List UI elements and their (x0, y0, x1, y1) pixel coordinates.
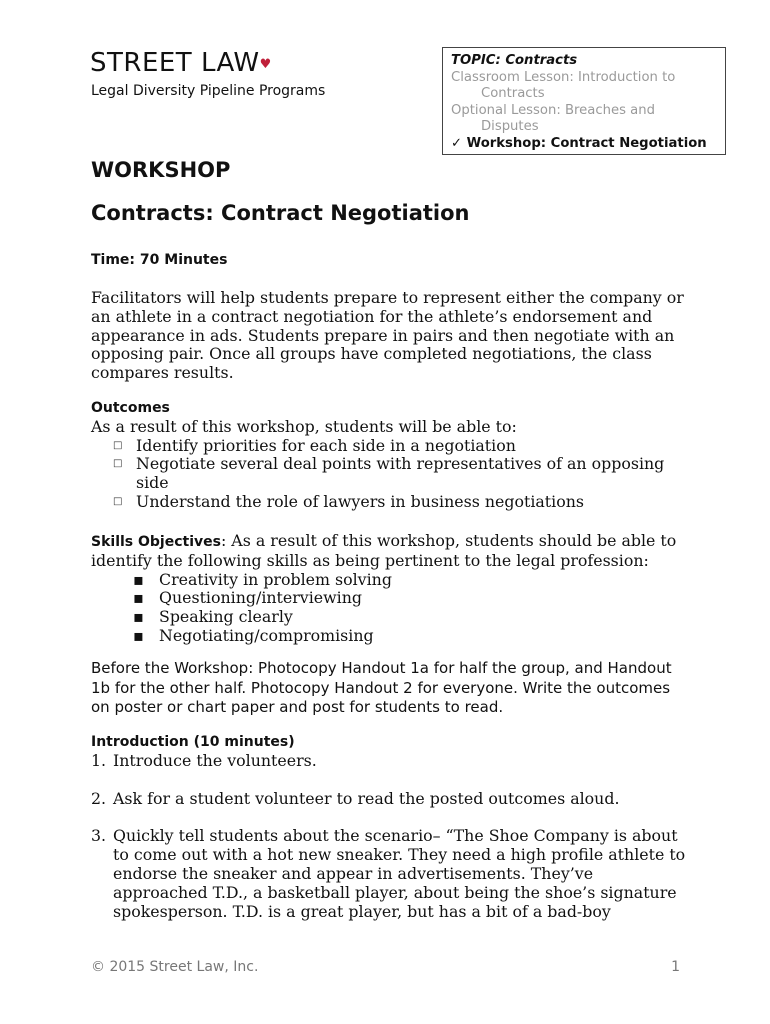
topic-item-cont: Disputes (481, 119, 539, 134)
introduction-heading: Introduction (10 minutes) (91, 734, 295, 750)
outcomes-lead: As a result of this workshop, students will be able to: (91, 416, 517, 436)
introduction-section (91, 733, 691, 940)
step-number: 1. (91, 750, 107, 770)
skills-heading: Skills Objectives (91, 534, 221, 550)
logo-text: STREET LAW (90, 48, 260, 78)
introduction-steps (91, 752, 691, 922)
list-item: ▪ Negotiating/compromising (133, 627, 691, 646)
outcomes-list (91, 437, 691, 512)
topic-item: Optional Lesson: Breaches and (451, 102, 655, 118)
step-number: 3. (91, 826, 107, 846)
skills-section (91, 532, 691, 646)
step-item (91, 827, 691, 921)
tagline: Legal Diversity Pipeline Programs (91, 83, 326, 99)
topic-current-item: ✓ Workshop: Contract Negotiation (451, 135, 707, 151)
step-text: Ask for a student volunteer to read the posted outcomes aloud. (113, 788, 620, 808)
copyright: © 2015 Street Law, Inc. (91, 959, 259, 975)
outcomes-section (91, 399, 691, 512)
page-footer (91, 959, 680, 975)
step-number: 2. (91, 788, 107, 808)
time-label: Time: 70 Minutes (91, 252, 228, 268)
intro-paragraph: Facilitators will help students prepare to represent either the company or an athlete in a contract negotiation for the athlete’s endorsement and appearance in ads. Students prepare in pairs and then negotiate with an opposing pair. Once all groups have completed negotiations, the class compares results. (91, 288, 684, 383)
topic-box (442, 47, 726, 155)
list-item: □ Negotiate several deal points with representatives of an opposing side (113, 455, 691, 493)
outcomes-heading: Outcomes (91, 400, 170, 416)
topic-heading: TOPIC: Contracts (451, 53, 578, 68)
list-item: ▪ Creativity in problem solving (133, 571, 691, 590)
heart-icon: ♥ (259, 57, 272, 72)
list-item: □ Understand the role of lawyers in business negotiations (113, 493, 691, 512)
workshop-heading: WORKSHOP (91, 158, 231, 182)
page-number: 1 (671, 959, 680, 975)
skills-list (91, 571, 691, 646)
skills-lead: : As a result of this workshop, students should be able to identify the following skills as being pertinent to the legal profession: (91, 531, 677, 570)
list-item: ▪ Questioning/interviewing (133, 589, 691, 608)
before-workshop-note: Before the Workshop: Photocopy Handout 1a for half the group, and Handout 1b for the other half. Photocopy Handout 2 for everyone. Write the outcomes on poster or chart paper and post for students to read. (91, 659, 672, 716)
page-title: Contracts: Contract Negotiation (91, 201, 470, 225)
list-item: ▪ Speaking clearly (133, 608, 691, 627)
list-item: □ Identify priorities for each side in a negotiation (113, 437, 691, 456)
step-item (91, 790, 691, 809)
step-text: Introduce the volunteers. (113, 750, 317, 770)
step-text: Quickly tell students about the scenario– “The Shoe Company is about to come out with a hot new sneaker. They need a high profile athlete to endorse the sneaker and appear in advertisements. They’ve approached T.D., a basketball player, about being the shoe’s signature spokesperson. T.D. is a great player, but has a bit of a bad-boy (113, 826, 686, 921)
topic-item-cont: Contracts (481, 86, 545, 101)
topic-item: Classroom Lesson: Introduction to (451, 69, 676, 85)
street-law-logo (90, 48, 272, 83)
step-item (91, 752, 691, 771)
